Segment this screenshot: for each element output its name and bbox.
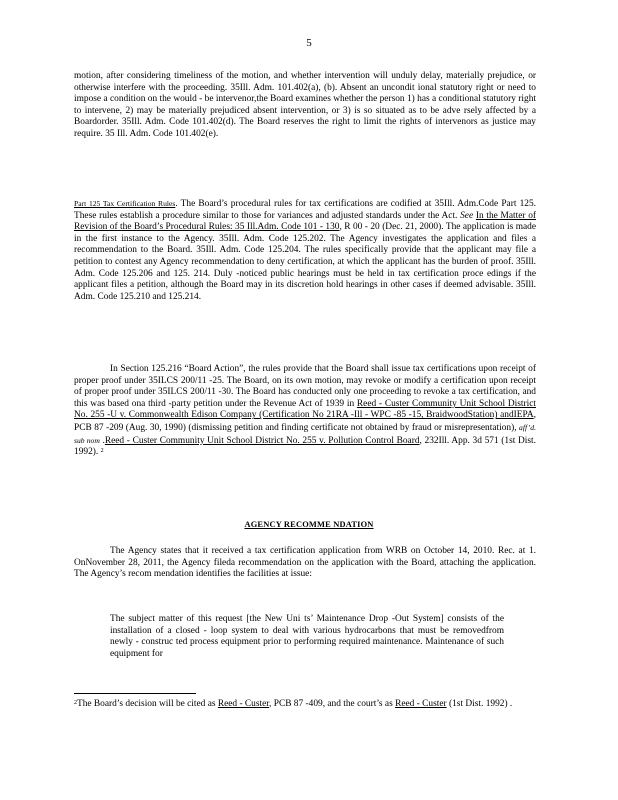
paragraph-text: . bbox=[102, 435, 105, 446]
footnote-divider bbox=[74, 693, 196, 694]
section-heading-text: AGENCY RECOMME NDATION bbox=[244, 520, 374, 529]
paragraph-part-125 bbox=[74, 198, 536, 303]
block-quote: The subject matter of this request [the New Uni ts’ Maintenance Drop -Out System] consists of the installation of a closed - loop system to deal with various hydrocarbons that must be removedfrom newly - construc ted process equipment prior to performing required maintenance. Maintenance of such equipment for bbox=[110, 614, 504, 659]
footnote-reference: 2 bbox=[100, 448, 104, 455]
footnote-mark: 2 bbox=[74, 700, 77, 706]
case-citation: In the Matter of Revision of the Board’s Procedural Rules: 35 Ill.Adm. Code 101 - 130 bbox=[74, 210, 536, 233]
page-number: 5 bbox=[306, 37, 312, 49]
footnote-text: (1st Dist. 1992) . bbox=[448, 699, 513, 709]
citation-signal: See bbox=[460, 210, 474, 221]
footnote-text: The Board’s decision will be cited as bbox=[77, 699, 216, 709]
paragraph-text: . The Board’s procedural rules for tax certifications are codified at 35Ill. Adm.Code Part 125. These rules establish a procedure similar to those for variances and adjusted standards under the Act. bbox=[74, 199, 536, 221]
footnote-citation: Reed - Custer bbox=[217, 699, 270, 709]
paragraph-intervention: motion, after considering timeliness of the motion, and whether intervention will unduly delay, materially prejudice, or otherwise interfere with the proceeding. 35Ill. Adm. 101.402(a), (b). Absent an uncondit ional statutory right or need to impose a condition on the would - be intervenor,the Board examines whether the person 1) has a conditional statutory right to intervene, 2) may be materially prejudiced absent intervention, or 3) is so situated as to be adve rsely affected by a Boardorder. 35Ill. Adm. Code 101.402(d). The Board reserves the right to limit the rights of intervenors as justice may require. 35 Ill. Adm. Code 101.402(e). bbox=[74, 71, 536, 139]
case-citation: Reed - Custer Community Unit School District No. 255 v. Pollution Control Board bbox=[104, 435, 420, 446]
section-lead-title: Part 125 Tax Certification Rules bbox=[74, 199, 176, 208]
citation-signal: aff’d. sub nom bbox=[74, 422, 536, 445]
paragraph-section-125-216 bbox=[74, 364, 536, 459]
paragraph-text: In Section 125.216 “Board Action”, the rules provide that the Board shall issue tax certifications upon receipt of proper proof under 35ILCS 200/11 -25. The Board, on its own motion, may revoke or modify a certification upon receipt of proper proof under 35ILCS 200/11 -30. The Board has conducted only one proceeding to revoke a tax certification, and this was based ona third -party petition under the Revenue Act of 1939 in bbox=[74, 364, 536, 409]
footnote-text: , PCB 87 -409, and the court’s as bbox=[269, 699, 393, 709]
paragraph-agency-recommendation: The Agency states that it received a tax certification application from WRB on October 14, 2010. Rec. at 1. OnNovember 28, 2011, the Agency fileda recommendation on the application with the Board, attaching the application. The Agency’s recom mendation identifies the facilities at issue: bbox=[74, 546, 536, 580]
section-heading bbox=[0, 520, 618, 529]
case-citation: Reed - Custer Community Unit School District No. 255 -U v. Commonwealth Edison Company (Certification No 21RA -Ill - WPC -85 -15, BraidwoodStation) andIEPA bbox=[74, 398, 536, 421]
footnote-citation: Reed - Custer bbox=[395, 699, 447, 709]
paragraph-text: , PCB 87 -209 (Aug. 30, 1990) (dismissing petition and finding certificate not obtained by fraud or misrepresentation), bbox=[74, 410, 536, 433]
footnote bbox=[74, 699, 536, 711]
paragraph-text: , R 00 - 20 (Dec. 21, 2000). The application is made in the first instance to the Agency. 35Ill. Adm. Code 125.202. The Agency investigates the application and files a recommendation to the Board. 35Ill. Adm. Code 125.204. The rules specifically provide that the applicant may file a petition to contest any Agency recommendation to deny certification, at which the applicant has the burden of proof. 35Ill. Adm. Code 125.206 and 125. 214. Duly -noticed public hearings must be held in tax certification proce edings if the applicant files a petition, although the Board may in its discretion hold hearings in other cases if deemed advisable. 35Ill. Adm. Code 125.210 and 125.214. bbox=[74, 222, 536, 302]
paragraph-text: , 232Ill. App. 3d 571 (1st Dist. 1992). bbox=[74, 435, 537, 458]
